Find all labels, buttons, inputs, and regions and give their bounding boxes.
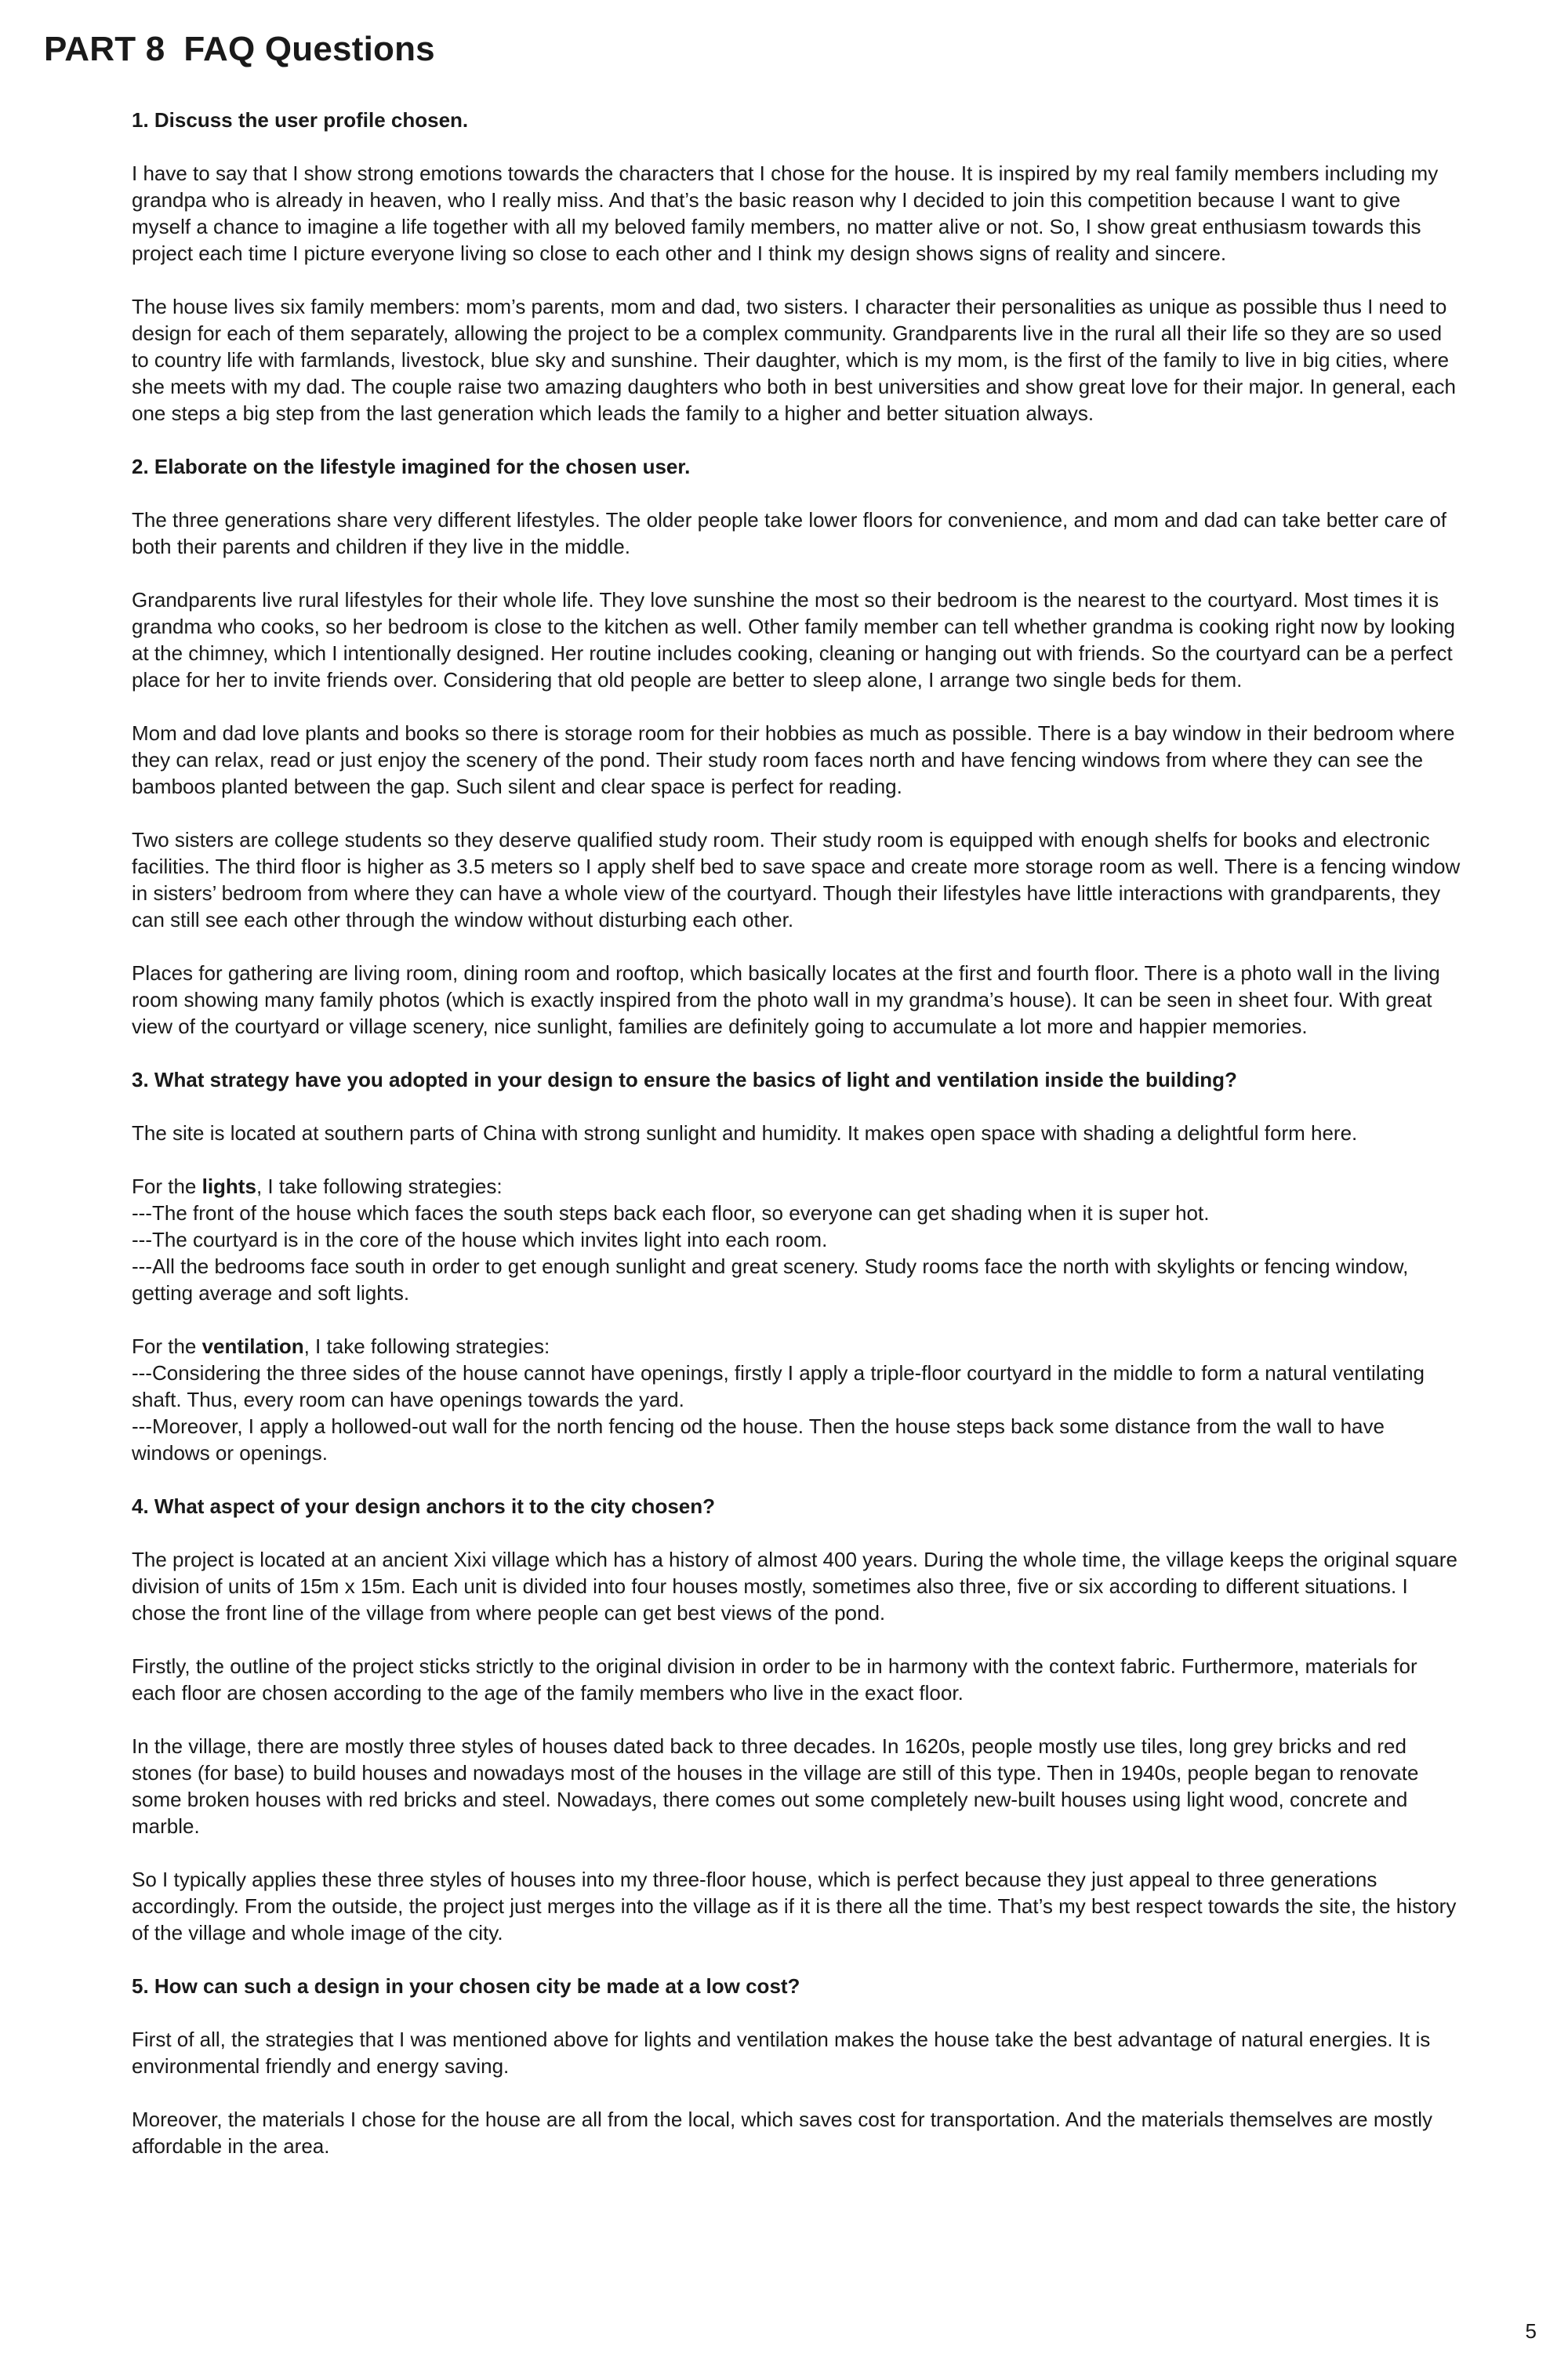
faq-answer-paragraph: The three generations share very different lifestyles. The older people take lower floors for convenience, and mom and dad can take better care of both their parents and children if they live in the middle. <box>132 508 1446 558</box>
faq-answer-paragraph: The house lives six family members: mom’s parents, mom and dad, two sisters. I character their personalities as unique as possible thus I need to design for each of them separately, allowing the project to be a complex community. Grandparents live in the rural all their life so they are so used to country life with farmlands, livestock, blue sky and sunshine. Their daughter, which is my mom, is the first of the family to live in big cities, where she meets with my dad. The couple raise two amazing daughters who both in best universities and show great love for their major. In general, each one steps a big step from the last generation which leads the family to a higher and better situation always. <box>132 295 1456 425</box>
lights-keyword: lights <box>201 1175 256 1198</box>
page-number: 5 <box>1525 2319 1537 2343</box>
faq-answer-paragraph: So I typically applies these three styles of houses into my three-floor house, which is perfect because they just appeal to three generations accordingly. From the outside, the project just merges into the village as if it is there all the time. That’s my best respect towards the site, the history of the village and whole image of the city. <box>132 1868 1457 1944</box>
faq-answer-paragraph: Mom and dad love plants and books so there is storage room for their hobbies as much as possible. There is a bay window in their bedroom where they can relax, read or just enjoy the scenery of the pond. Their study room faces north and have fencing windows from where they can see the bamboos planted between the gap. Such silent and clear space is perfect for reading. <box>132 721 1455 798</box>
strategy-item: ---All the bedrooms face south in order to get enough sunlight and great scenery. Study rooms face the north with skylights or fencing window, getting average and soft lights. <box>132 1255 1409 1305</box>
faq-question-1: 1. Discuss the user profile chosen. <box>132 108 469 132</box>
lights-strategy-block <box>132 1173 1465 1306</box>
faq-answer-paragraph: Firstly, the outline of the project sticks strictly to the original division in order to be in harmony with the context fabric. Furthermore, materials for each floor are chosen according to the age of the family members who live in the exact floor. <box>132 1654 1417 1705</box>
faq-question-4: 4. What aspect of your design anchors it to the city chosen? <box>132 1494 716 1518</box>
strategy-item: ---Moreover, I apply a hollowed-out wall for the north fencing od the house. Then the house steps back some distance from the wall to have windows or openings. <box>132 1414 1385 1465</box>
faq-answer-paragraph: The site is located at southern parts of China with strong sunlight and humidity. It makes open space with shading a delightful form here. <box>132 1121 1358 1145</box>
ventilation-keyword: ventilation <box>201 1334 304 1358</box>
strategy-item: ---The courtyard is in the core of the house which invites light into each room. <box>132 1228 828 1251</box>
ventilation-intro: For the ventilation, I take following strategies: <box>132 1334 550 1358</box>
faq-question-5: 5. How can such a design in your chosen city be made at a low cost? <box>132 1974 800 1998</box>
page-header <box>44 30 435 69</box>
faq-answer-paragraph: In the village, there are mostly three styles of houses dated back to three decades. In 1620s, people mostly use tiles, long grey bricks and red stones (for base) to build houses and nowadays most of the houses in the village are still of this type. Then in 1940s, people began to renovate some broken houses with red bricks and steel. Nowadays, there comes out some completely new-built houses using light wood, concrete and marble. <box>132 1734 1419 1838</box>
faq-answer-paragraph: The project is located at an ancient Xixi village which has a history of almost 400 years. During the whole time, the village keeps the original square division of units of 15m x 15m. Each unit is divided into four houses mostly, sometimes also three, five or six according to different situations. I chose the front line of the village from where people can get best views of the pond. <box>132 1548 1457 1625</box>
strategy-item: ---The front of the house which faces the south steps back each floor, so everyone can get shading when it is super hot. <box>132 1201 1210 1225</box>
faq-question-2: 2. Elaborate on the lifestyle imagined for the chosen user. <box>132 455 691 478</box>
faq-answer-paragraph: Two sisters are college students so they deserve qualified study room. Their study room is equipped with enough shelfs for books and electronic facilities. The third floor is higher as 3.5 meters so I apply shelf bed to save space and create more storage room as well. There is a fencing window in sisters’ bedroom from where they can have a whole view of the courtyard. Though their lifestyles have little interactions with grandparents, they can still see each other through the window without disturbing each other. <box>132 828 1461 931</box>
faq-answer-paragraph: I have to say that I show strong emotions towards the characters that I chose for the house. It is inspired by my real family members including my grandpa who is already in heaven, who I really miss. And that’s the basic reason why I decided to join this competition because I want to give myself a chance to imagine a life together with all my beloved family members, no matter alive or not. So, I show great enthusiasm towards this project each time I picture everyone living so close to each other and I think my design shows signs of reality and sincere. <box>132 162 1439 265</box>
ventilation-strategy-block <box>132 1333 1465 1466</box>
page-title: FAQ Questions <box>183 30 435 68</box>
faq-answer-paragraph: Grandparents live rural lifestyles for their whole life. They love sunshine the most so their bedroom is the nearest to the courtyard. Most times it is grandma who cooks, so her bedroom is close to the kitchen as well. Other family member can tell whether grandma is cooking right now by looking at the chimney, which I intentionally designed. Her routine includes cooking, cleaning or hanging out with friends. So the courtyard can be a perfect place for her to invite friends over. Considering that old people are better to sleep alone, I arrange two single beds for them. <box>132 588 1455 692</box>
faq-answer-paragraph: First of all, the strategies that I was mentioned above for lights and ventilation makes the house take the best advantage of natural energies. It is environmental friendly and energy saving. <box>132 2028 1431 2078</box>
lights-intro: For the lights, I take following strategies: <box>132 1175 503 1198</box>
faq-answer-paragraph: Moreover, the materials I chose for the house are all from the local, which saves cost for transportation. And the materials themselves are mostly affordable in the area. <box>132 2108 1432 2158</box>
part-label: PART 8 <box>44 30 165 68</box>
faq-question-3: 3. What strategy have you adopted in your design to ensure the basics of light and ventilation inside the building? <box>132 1068 1237 1091</box>
faq-answer-paragraph: Places for gathering are living room, dining room and rooftop, which basically locates at the first and fourth floor. There is a photo wall in the living room showing many family photos (which is exactly inspired from the photo wall in my grandma’s house). It can be seen in sheet four. With great view of the courtyard or village scenery, nice sunlight, families are definitely going to accumulate a lot more and happier memories. <box>132 961 1440 1038</box>
strategy-item: ---Considering the three sides of the house cannot have openings, firstly I apply a triple-floor courtyard in the middle to form a natural ventilating shaft. Thus, every room can have openings towards the yard. <box>132 1361 1425 1411</box>
faq-content <box>132 107 1465 2186</box>
